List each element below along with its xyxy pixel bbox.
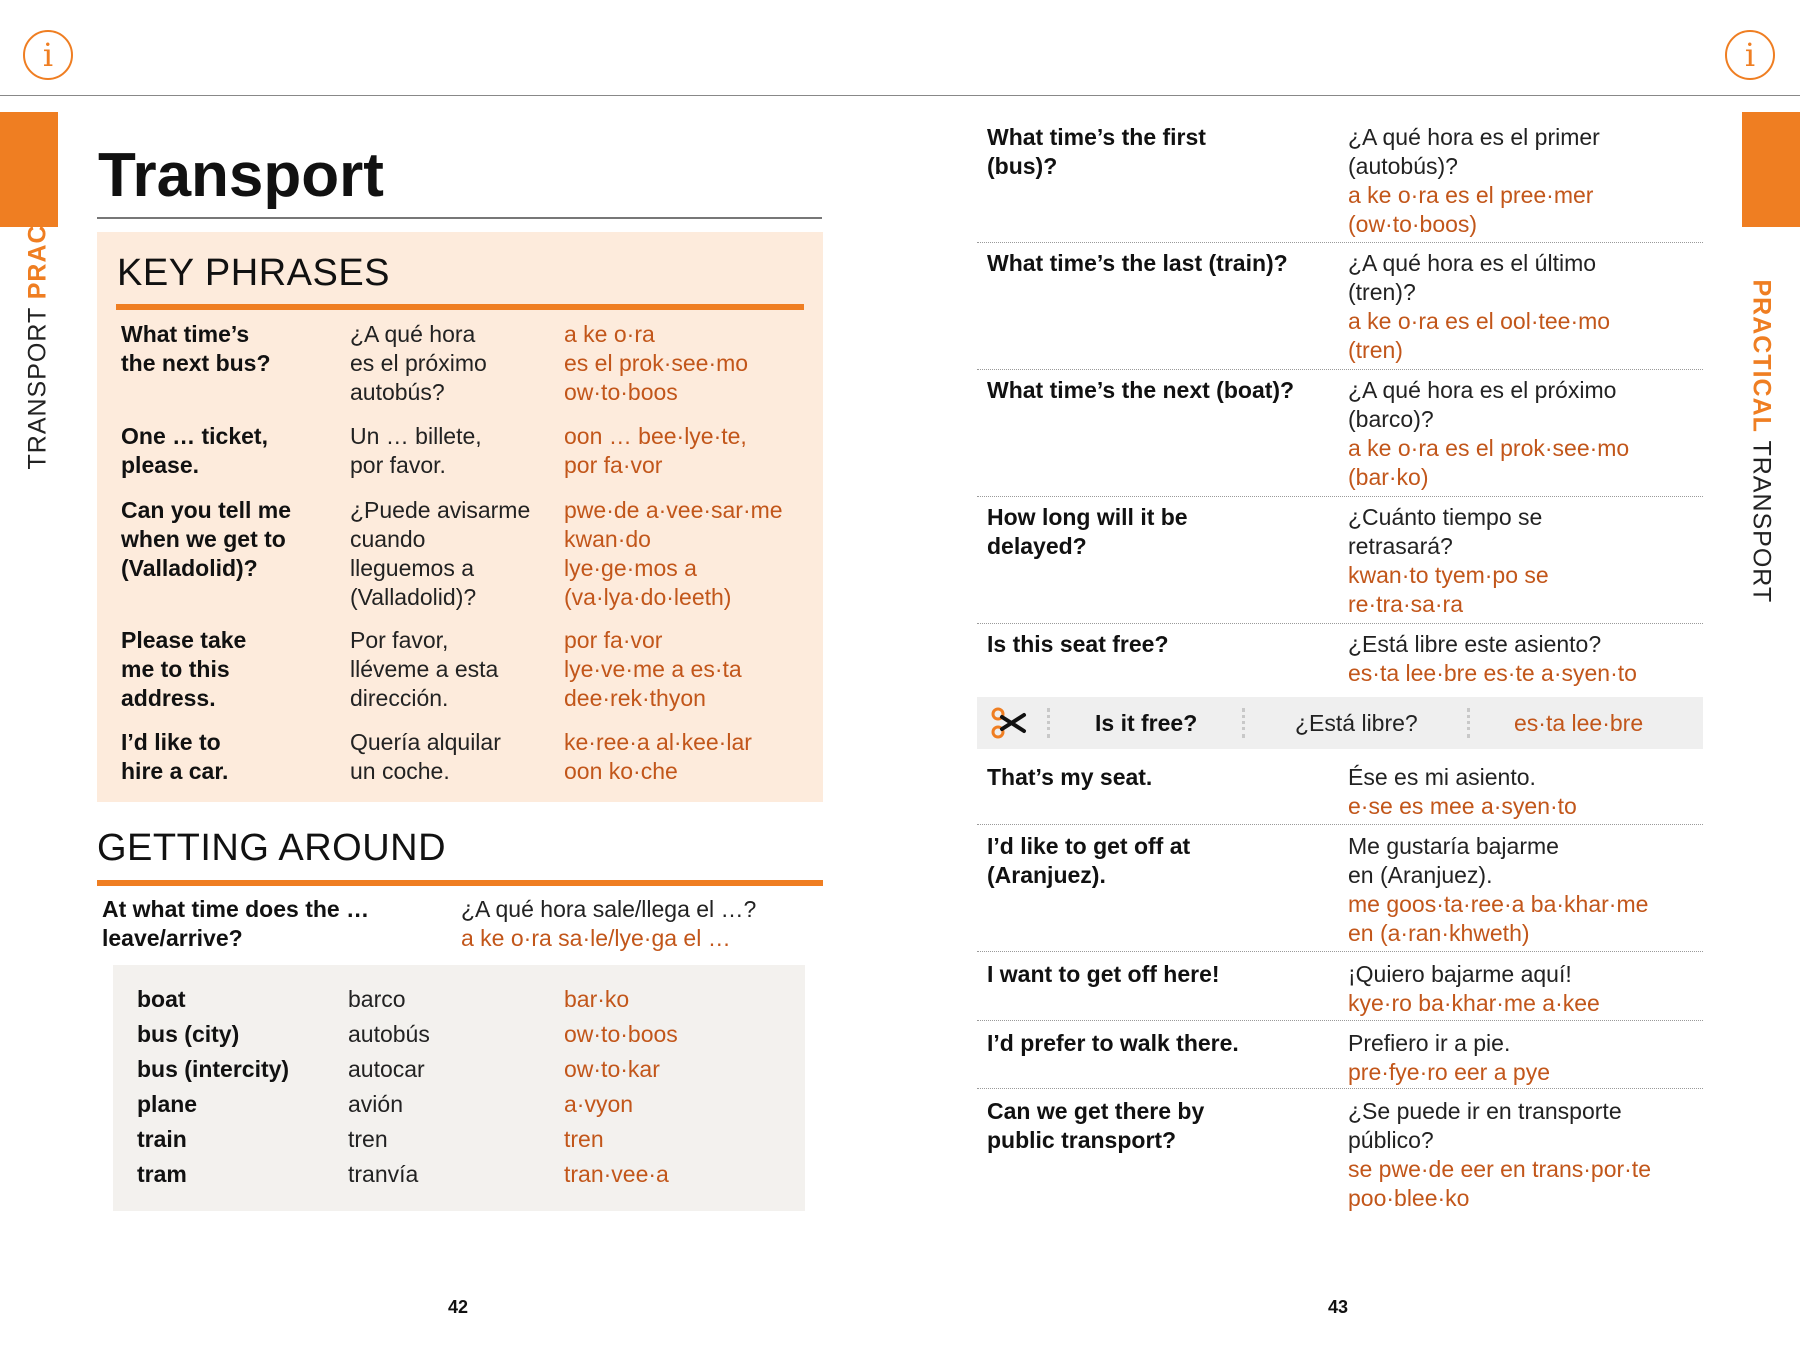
phrase-pronunciation: ke·ree·a al·kee·lar oon ko·che: [564, 729, 752, 784]
row-divider: [977, 1020, 1703, 1021]
page-number: 43: [1328, 1297, 1349, 1317]
phrase-spanish: ¿Puede avisarme cuando lleguemos a (Valladolid)?: [350, 497, 531, 610]
row-divider: [977, 623, 1703, 624]
key-phrases-rule: [116, 304, 804, 310]
phrase-spanish: Me gustaría bajarme en (Aranjuez).: [1348, 833, 1559, 888]
info-icon: i: [1725, 30, 1775, 80]
phrase-spanish: Quería alquilar un coche.: [350, 729, 501, 784]
shortcut-pronunciation: es·ta lee·bre: [1514, 710, 1644, 736]
phrase-english: Can you tell me when we get to (Valladolid)?: [121, 497, 291, 581]
vocab-english: tram: [137, 1161, 187, 1187]
phrase-pronunciation: por fa·vor lye·ve·me a es·ta dee·rek·thyon: [564, 627, 742, 711]
vocab-english: plane: [137, 1091, 198, 1117]
phrase-pronunciation: es·ta lee·bre es·te a·syen·to: [1348, 660, 1637, 686]
vocab-pronunciation: tran·vee·a: [564, 1161, 669, 1187]
getting-around-heading: GETTING AROUND: [97, 827, 447, 869]
phrase-english: What time’s the first (bus)?: [987, 124, 1206, 179]
phrase-spanish: ¿Se puede ir en transporte público?: [1348, 1098, 1622, 1153]
phrase-english: How long will it be delayed?: [987, 504, 1188, 559]
phrase-english: What time’s the next (boat)?: [987, 377, 1295, 403]
shortcut-english: Is it free?: [1095, 710, 1198, 736]
phrase-pronunciation: se pwe·de eer en trans·por·te poo·blee·ko: [1348, 1156, 1651, 1211]
shortcut-spanish: ¿Está libre?: [1295, 710, 1418, 736]
phrase-spanish: ¿A qué hora es el primer (autobús)?: [1348, 124, 1600, 179]
phrase-english: What time’s the last (train)?: [987, 250, 1288, 276]
vocab-pronunciation: ow·to·boos: [564, 1021, 678, 1047]
phrase-spanish: Por favor, lléveme a esta dirección.: [350, 627, 499, 711]
phrase-spanish: Ése es mi asiento.: [1348, 764, 1536, 790]
row-divider: [977, 242, 1703, 243]
phrase-spanish: ¿A qué hora es el próximo (barco)?: [1348, 377, 1617, 432]
vocab-spanish: tranvía: [348, 1161, 419, 1187]
vocab-spanish: autobús: [348, 1021, 430, 1047]
page-title: Transport: [98, 141, 384, 210]
phrase-spanish: ¿A qué hora es el próximo autobús?: [350, 321, 487, 405]
row-divider: [977, 824, 1703, 825]
shortcut-divider: [1242, 708, 1245, 738]
phrase-english: Is this seat free?: [987, 631, 1169, 657]
phrase-spanish: Un … billete, por favor.: [350, 423, 482, 478]
phrase-english: Please take me to this address.: [121, 627, 247, 711]
phrase-spanish: ¿A qué hora es el último (tren)?: [1348, 250, 1597, 305]
phrase-spanish: ¿Cuánto tiempo se retrasará?: [1348, 504, 1543, 559]
vocab-pronunciation: ow·to·kar: [564, 1056, 660, 1082]
vocab-pronunciation: tren: [564, 1126, 604, 1152]
row-divider: [977, 1088, 1703, 1089]
intro-spanish: ¿A qué hora sale/llega el …?: [461, 896, 757, 922]
vocab-english: bus (city): [137, 1021, 240, 1047]
phrase-pronunciation: kye·ro ba·khar·me a·kee: [1348, 990, 1600, 1016]
phrase-english: One … ticket, please.: [121, 423, 268, 478]
phrase-pronunciation: a ke o·ra es el pree·mer (ow·to·boos): [1348, 182, 1594, 237]
vocab-english: bus (intercity): [137, 1056, 290, 1082]
phrase-pronunciation: e·se es mee a·syen·to: [1348, 793, 1577, 819]
side-label-left: TRANSPORT PRACTICAL: [23, 145, 52, 470]
info-icon: i: [23, 30, 73, 80]
phrase-english: I’d prefer to walk there.: [987, 1030, 1239, 1056]
vocab-english: boat: [137, 986, 186, 1012]
phrase-english: I’d like to hire a car.: [121, 729, 229, 784]
vocab-spanish: barco: [348, 986, 406, 1012]
phrase-pronunciation: kwan·to tyem·po se re·tra·sa·ra: [1348, 562, 1549, 617]
vocab-box: [113, 965, 805, 1211]
phrase-spanish: ¡Quiero bajarme aquí!: [1348, 961, 1572, 987]
shortcut-divider: [1047, 708, 1050, 738]
row-divider: [977, 496, 1703, 497]
key-phrases-heading: KEY PHRASES: [117, 252, 391, 294]
vocab-spanish: avión: [348, 1091, 403, 1117]
intro-english: At what time does the … leave/arrive?: [102, 896, 370, 951]
phrase-english: That’s my seat.: [987, 764, 1153, 790]
vocab-spanish: autocar: [348, 1056, 425, 1082]
phrase-pronunciation: pwe·de a·vee·sar·me kwan·do lye·ge·mos a (va·lya·do·leeth): [564, 497, 783, 610]
side-label-right: PRACTICAL TRANSPORT: [1747, 279, 1776, 604]
phrase-pronunciation: a ke o·ra es el prok·see·mo (bar·ko): [1348, 435, 1630, 490]
page-number: 42: [448, 1297, 469, 1317]
phrase-pronunciation: me goos·ta·ree·a ba·khar·me en (a·ran·khweth): [1348, 891, 1649, 946]
phrase-spanish: Prefiero ir a pie.: [1348, 1030, 1511, 1056]
phrase-english: Can we get there by public transport?: [987, 1098, 1205, 1153]
phrase-pronunciation: pre·fye·ro eer a pye: [1348, 1059, 1550, 1085]
intro-pronunciation: a ke o·ra sa·le/lye·ga el …: [461, 925, 731, 951]
row-divider: [977, 951, 1703, 952]
vocab-pronunciation: a·vyon: [564, 1091, 634, 1117]
section-tab-right: [1742, 112, 1800, 227]
phrase-pronunciation: a ke o·ra es el ool·tee·mo (tren): [1348, 308, 1611, 363]
vocab-pronunciation: bar·ko: [564, 986, 630, 1012]
vocab-spanish: tren: [348, 1126, 388, 1152]
scissors-icon: [990, 706, 1036, 740]
vocab-english: train: [137, 1126, 187, 1152]
getting-around-rule: [97, 880, 823, 886]
phrase-english: I’d like to get off at (Aranjuez).: [987, 833, 1191, 888]
shortcut-divider: [1467, 708, 1470, 738]
phrase-english: I want to get off here!: [987, 961, 1220, 987]
phrase-english: What time’s the next bus?: [121, 321, 271, 376]
header-divider: [0, 95, 1800, 96]
title-divider: [97, 217, 822, 219]
row-divider: [977, 369, 1703, 370]
phrase-pronunciation: a ke o·ra es el prok·see·mo ow·to·boos: [564, 321, 749, 405]
phrase-pronunciation: oon … bee·lye·te, por fa·vor: [564, 423, 747, 478]
phrase-spanish: ¿Está libre este asiento?: [1348, 631, 1602, 657]
